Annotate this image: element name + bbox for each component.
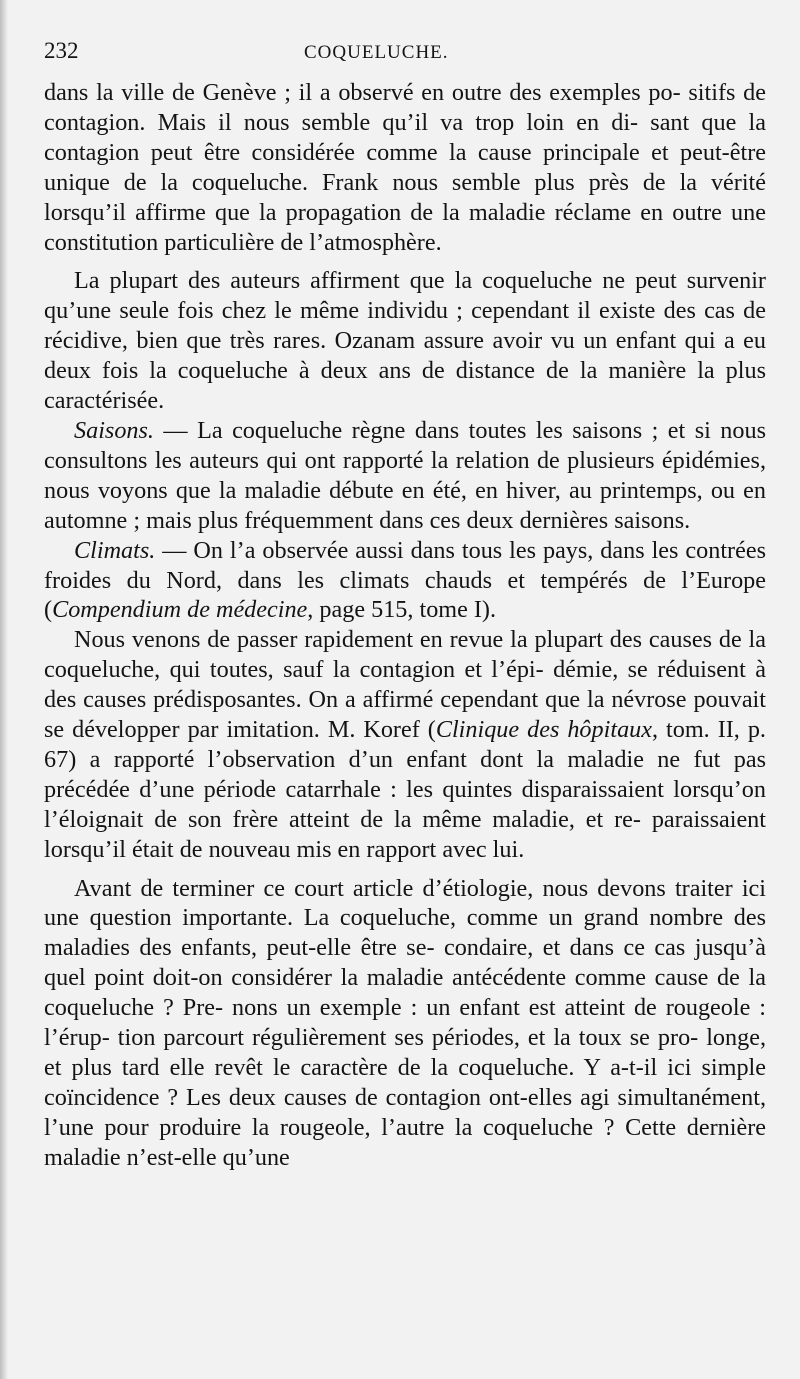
paragraph-climates: [44, 536, 766, 626]
imitation-text-a: Nous venons de passer rapidement en revue la plupart des causes de la coqueluche, qui toutes, sauf la contagion et l’épi- démie, se réduisent à des causes prédisposantes. On a affirmé cependant que la névrose pouvait se développer par imitation. M. Koref (: [44, 626, 766, 744]
running-head: [44, 38, 766, 78]
clinique-reference: Clinique des hôpitaux: [435, 716, 652, 744]
paragraph-secondary-question: Avant de terminer ce court article d’étiologie, nous devons traiter ici une question importante. La coqueluche, comme un grand nombre des maladies des enfants, peut-elle être se- condaire, et dans ce cas jusqu’à quel point doit-on considérer la maladie antécédente comme cause de la coqueluche ? Pre- nons un exemple : un enfant est atteint de rougeole : l’érup- tion parcourt régulièrement ses périodes, et la toux se pro- longe, et plus tard elle revêt le caractère de la coqueluche. Y a-t-il ici simple coïncidence ? Les deux causes de contagion ont-elles agi simultanément, l’une pour produire la rougeole, l’autre la coqueluche ? Cette dernière maladie n’est-elle qu’une: [44, 874, 766, 1171]
compendium-reference: Compendium de médecine: [52, 596, 308, 624]
seasons-heading: Saisons.: [74, 416, 154, 444]
paragraph-contagion-conclusion: dans la ville de Genève ; il a observé en outre des exemples po- sitifs de contagion. Mais il nous semble qu’il va trop loin en di- sant que la contagion peut être considérée comme la cause principale et peut-être unique de la coqueluche. Frank nous semble plus près de la vérité lorsqu’il affirme que la propagation de la maladie réclame en outre une constitution particulière de l’atmosphère.: [44, 79, 766, 256]
imitation-text-b: , tom. II, p. 67) a rapporté l’observation d’un enfant dont la maladie ne fut pas précédée d’une période catarrhale : les quintes disparaissaient lorsqu’on l’éloignait de son frère atteint de la même maladie, et re- paraissaient lorsqu’il était de nouveau mis en rapport avec lui.: [44, 716, 766, 863]
seasons-text: — La coqueluche règne dans toutes les saisons ; et si nous consultons les auteurs qui ont rapporté la relation de plusieurs épidémies, nous voyons que la maladie débute en été, en hiver, au printemps, ou en automne ; mais plus fréquemment dans ces deux dernières saisons.: [44, 416, 766, 534]
body-text: [44, 78, 766, 1173]
paragraph-imitation: [44, 625, 766, 864]
running-title: COQUELUCHE.: [304, 42, 449, 63]
page-number: 232: [44, 38, 79, 63]
climates-text-a: — On l’a observée aussi dans tous les pays, dans les contrées froides du Nord, dans les climats chauds et tempérés de l’Europe (: [44, 536, 766, 624]
paragraph-recurrence: La plupart des auteurs affirment que la coqueluche ne peut survenir qu’une seule fois chez le même individu ; cependant il existe des cas de récidive, bien que très rares. Ozanam assure avoir vu un enfant qui a eu deux fois la coqueluche à deux ans de distance de la manière la plus caractérisée.: [44, 267, 766, 415]
climates-heading: Climats.: [74, 536, 156, 564]
climates-text-b: , page 515, tome I).: [307, 596, 497, 624]
paragraph-seasons: [44, 416, 766, 536]
